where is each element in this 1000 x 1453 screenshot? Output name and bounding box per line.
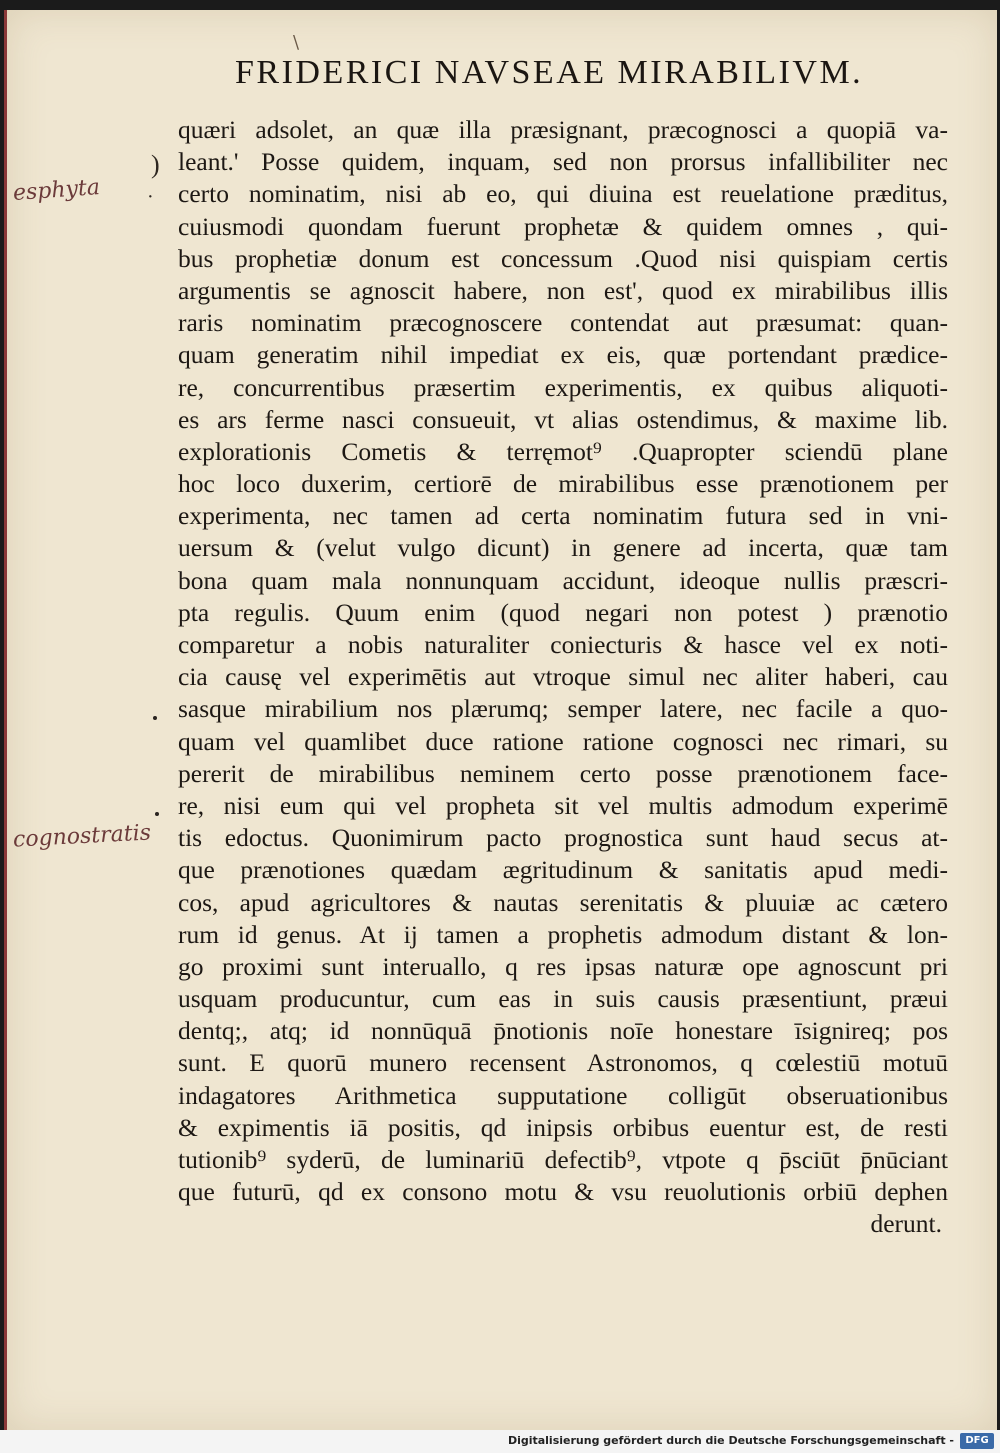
running-head: FRIDERICI NAVSEAE MIRABILIVM. [235,54,864,91]
text-line: re, concurrentibus præsertim experimentis, ex quibus aliquoti- [178,372,948,402]
text-line: sunt. E quorū munero recensent Astronomos, q cœlestiū motuū [178,1048,948,1078]
stray-mark: \ [293,32,300,53]
text-line: tis edoctus. Quonimirum pacto prognostica sunt haud secus at- [178,823,948,853]
handwritten-marginal-note-1: esphyta [12,174,101,207]
margin-dot [155,812,159,816]
text-line: cos, apud agricultores & nautas serenitatis & pluuiæ ac cætero [178,887,948,917]
text-line: go proximi sunt interuallo, q res ipsas naturæ ope agnoscunt pri [178,951,948,981]
text-line: rum id genus. At ij tamen a prophetis admodum distant & lon- [178,919,948,949]
footer-bar [0,1430,1000,1453]
text-line: cuiusmodi quondam fuerunt prophetæ & quidem omnes , qui- [178,211,948,241]
text-line: quam generatim nihil impediat ex eis, quæ portendant prædice- [178,340,948,370]
text-line: indagatores Arithmetica supputatione colligūt obseruationibus [178,1080,948,1110]
dfg-logo: DFG [960,1433,994,1449]
text-line: bona quam mala nonnunquam accidunt, ideoque nullis præscri- [178,565,948,595]
text-line: quæri adsolet, an quæ illa præsignant, præcognosci a quopiā va- [178,115,948,144]
text-line: raris nominatim præcognoscere contendat aut præsumat: quan- [178,308,948,338]
text-line: tutionib⁹ syderū, de luminariū defectib⁹, vtpote q p̄sciūt p̄nūciant [178,1145,948,1174]
text-line: sasque mirabilium nos plærumq; semper latere, nec facile a quo- [178,694,948,724]
funding-credit: Digitalisierung gefördert durch die Deutsche Forschungsgemeinschaft - [507,1434,954,1447]
text-line: leant.' Posse quidem, inquam, sed non prorsus infallibiliter nec [178,147,948,177]
text-line: quam vel quamlibet duce ratione ratione cognosci nec rimari, su [178,726,948,756]
text-line: que prænotiones quædam ægritudinum & sanitatis apud medi- [178,855,948,885]
text-line: & expimentis iā positis, qd inipsis orbibus euentur est, de resti [178,1112,948,1142]
text-line: pta regulis. Quum enim (quod negari non potest ) prænotio [178,597,948,627]
text-line: certo nominatim, nisi ab eo, qui diuina est reuelatione præditus, [178,179,948,209]
book-page [4,10,997,1430]
text-line: re, nisi eum qui vel propheta sit vel multis admodum experimē [178,790,948,820]
text-line: argumentis se agnoscit habere, non est', quod ex mirabilibus illis [178,275,948,305]
margin-bracket-mark: ) [151,150,160,179]
text-line: experimenta, nec tamen ad certa nominatim futura sed in vni- [178,501,948,531]
text-line: bus prophetiæ donum est concessum .Quod nisi quispiam certis [178,243,948,273]
text-line: explorationis Cometis & terręmot⁹ .Quapropter sciendū plane [178,436,948,466]
margin-dot [153,716,157,720]
margin-dot-mark: · [147,186,154,208]
text-line: que futurū, qd ex consono motu & vsu reuolutionis orbiū dephen [178,1177,948,1207]
text-line: hoc loco duxerim, certiorē de mirabilibus esse prænotionem per [178,469,948,499]
text-line: dentq;, atq; id nonnūquā p̄notionis noīe honestare īsignireq; pos [178,1016,948,1046]
text-line: cia causę vel experimētis aut vtroque simul nec aliter haberi, cau [178,662,948,692]
text-line: usquam producuntur, cum eas in suis causis præsentiunt, præui [178,984,948,1014]
text-line: comparetur a nobis naturaliter coniecturis & hasce vel ex noti- [178,630,948,659]
text-line: uersum & (velut vulgo dicunt) in genere ad incerta, quæ tam [178,533,948,563]
text-line: es ars ferme nasci consueuit, vt alias ostendimus, & maxime lib. [178,404,948,434]
text-line: pererit de mirabilibus neminem certo posse prænotionem face- [178,758,948,788]
handwritten-marginal-note-2: cognostratis [12,820,152,853]
text-line: derunt. [870,1209,942,1239]
body-text [178,114,948,1241]
